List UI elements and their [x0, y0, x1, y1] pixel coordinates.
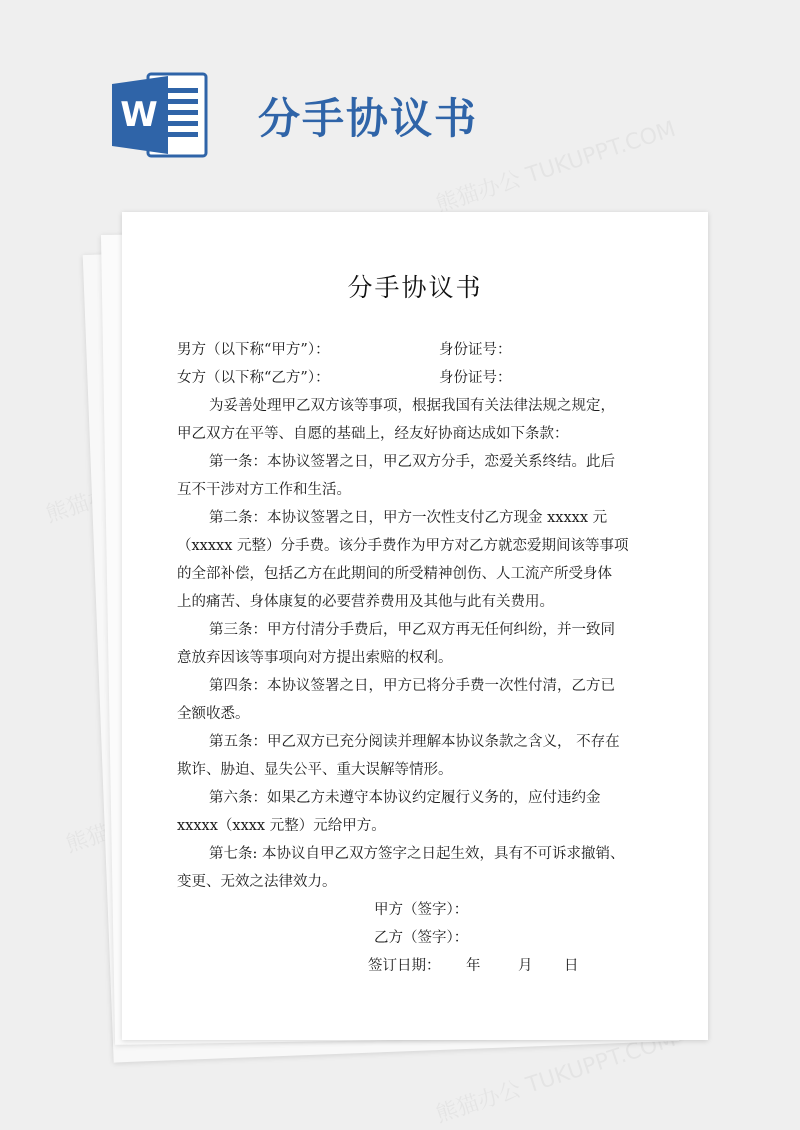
signature-party-a: 甲方（签字）：: [374, 902, 469, 918]
sign-date-label: 签订日期：: [368, 958, 441, 974]
body-line: 的全部补偿，包括乙方在此期间的所受精神创伤、人工流产所受身体: [177, 566, 612, 582]
page-title: 分手协议书: [258, 94, 479, 143]
body-line: 上的痛苦、身体康复的必要营养费用及其他与此有关费用。: [177, 594, 554, 610]
date-month: 月: [518, 958, 533, 974]
body-line: 甲乙双方在平等、自愿的基础上，经友好协商达成如下条款：: [177, 426, 569, 442]
body-line: 为妥善处理甲乙双方该等事项，根据我国有关法律法规之规定，: [209, 398, 615, 414]
signature-party-b: 乙方（签字）：: [374, 930, 469, 946]
party-b-id-label: 身份证号：: [439, 370, 512, 386]
body-line: 第五条：甲乙双方已充分阅读并理解本协议条款之含义， 不存在: [209, 734, 620, 750]
body-line: （xxxxx 元整）分手费。该分手费作为甲方对乙方就恋爱期间该等事项: [177, 538, 629, 554]
body-line: 变更、无效之法律效力。: [177, 874, 337, 890]
body-line: 第六条：如果乙方未遵守本协议约定履行义务的，应付违约金: [209, 790, 601, 806]
sign-date-row: [368, 956, 579, 976]
svg-text:W: W: [120, 95, 158, 135]
party-a-row: [177, 340, 657, 360]
body-line: 第四条：本协议签署之日，甲方已将分手费一次性付清，乙方已: [209, 678, 615, 694]
body-line: 第二条：本协议签署之日，甲方一次性支付乙方现金 xxxxx 元: [209, 510, 608, 526]
date-day: 日: [564, 958, 579, 974]
party-b-label: 女方（以下称“乙方”）：: [177, 370, 330, 386]
body-line: 全额收悉。: [177, 706, 250, 722]
body-line: 意放弃因该等事项向对方提出索赔的权利。: [177, 650, 453, 666]
body-line: 欺诈、胁迫、显失公平、重大误解等情形。: [177, 762, 453, 778]
body-line: 互不干涉对方工作和生活。: [177, 482, 351, 498]
body-line: 第七条: 本协议自甲乙双方签字之日起生效，具有不可诉求撤销、: [209, 846, 625, 862]
body-line: xxxxx（xxxx 元整）元给甲方。: [177, 818, 386, 834]
party-a-id-label: 身份证号：: [439, 342, 512, 358]
date-year: 年: [466, 958, 481, 974]
body-line: 第三条：甲方付清分手费后，甲乙双方再无任何纠纷，并一致同: [209, 622, 615, 638]
document-title: 分手协议书: [347, 273, 483, 302]
body-line: 第一条：本协议签署之日，甲乙双方分手，恋爱关系终结。此后: [209, 454, 615, 470]
word-logo-icon: [110, 70, 210, 160]
document-page: [122, 212, 708, 1040]
party-b-row: [177, 368, 657, 388]
party-a-label: 男方（以下称“甲方”）：: [177, 342, 330, 358]
